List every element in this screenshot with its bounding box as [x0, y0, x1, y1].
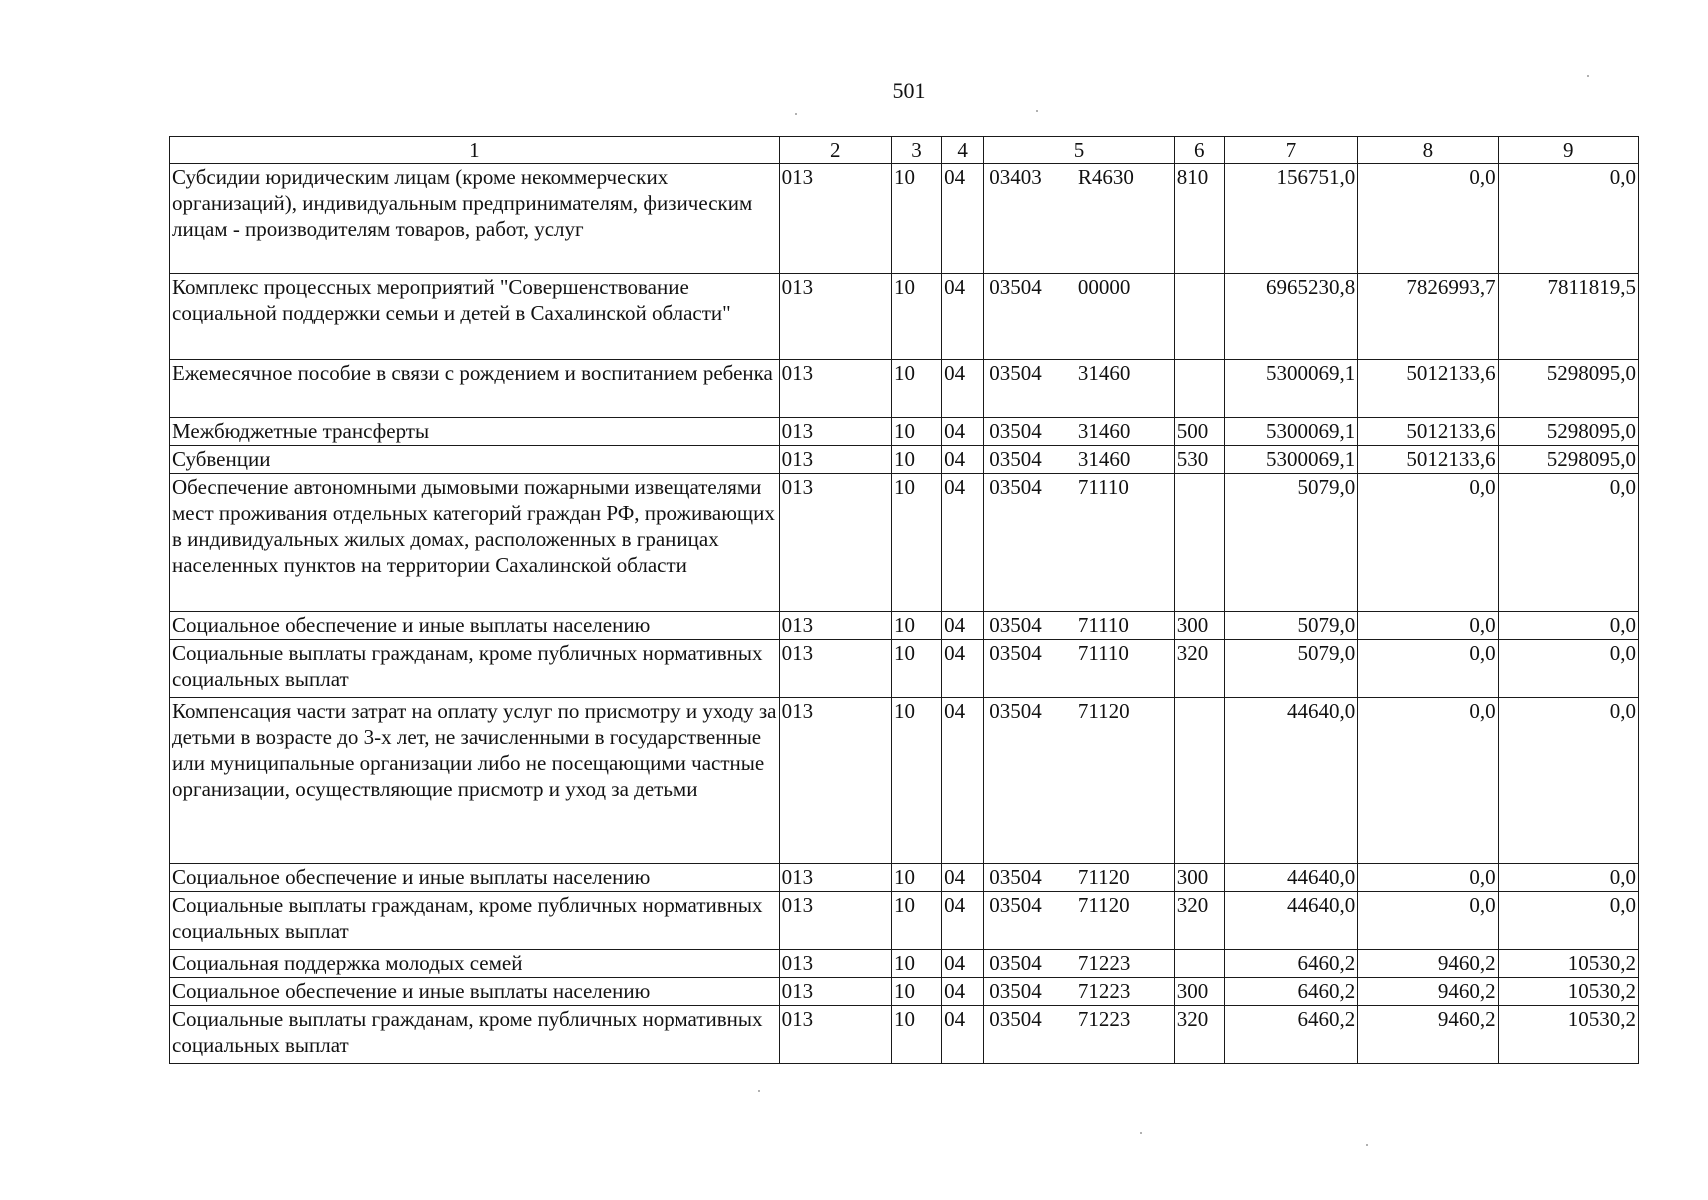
row-name: Субсидии юридическим лицам (кроме некоммерческих организаций), индивидуальным предпринимателям, физическим лицам - производителям товаров, работ, услуг — [170, 164, 780, 274]
code-admin: 013 — [779, 474, 891, 612]
scan-speck — [795, 113, 797, 115]
code-section: 10 — [891, 698, 941, 864]
amount-col7: 6460,2 — [1224, 1006, 1357, 1064]
code-subsection: 04 — [942, 1006, 984, 1064]
code-subsection: 04 — [942, 274, 984, 360]
code-target — [984, 698, 1175, 864]
row-name: Социальная поддержка молодых семей — [170, 950, 780, 978]
target-program-code: 03504 — [989, 361, 1042, 385]
amount-col7: 5079,0 — [1224, 474, 1357, 612]
table-row — [170, 418, 1639, 446]
code-subsection: 04 — [942, 164, 984, 274]
amount-col8: 0,0 — [1358, 612, 1498, 640]
code-expense-type: 500 — [1174, 418, 1224, 446]
page-number: 501 — [892, 78, 926, 103]
target-program-code: 03504 — [989, 475, 1042, 499]
amount-col7: 5300069,1 — [1224, 446, 1357, 474]
code-admin: 013 — [779, 978, 891, 1006]
amount-col8: 9460,2 — [1358, 978, 1498, 1006]
row-name: Ежемесячное пособие в связи с рождением и воспитанием ребенка — [170, 360, 780, 418]
amount-col7: 156751,0 — [1224, 164, 1357, 274]
table-row — [170, 164, 1639, 274]
amount-col7: 5079,0 — [1224, 612, 1357, 640]
code-target — [984, 360, 1175, 418]
amount-col9: 0,0 — [1498, 892, 1638, 950]
amount-col9: 0,0 — [1498, 864, 1638, 892]
code-expense-type: 300 — [1174, 864, 1224, 892]
target-direction-code: 71110 — [1077, 641, 1129, 665]
code-subsection: 04 — [942, 446, 984, 474]
amount-col9: 10530,2 — [1498, 1006, 1638, 1064]
target-program-code: 03504 — [989, 447, 1042, 471]
target-program-code: 03403 — [989, 165, 1042, 189]
table-row — [170, 698, 1639, 864]
amount-col8: 9460,2 — [1358, 950, 1498, 978]
code-expense-type: 300 — [1174, 612, 1224, 640]
code-section: 10 — [891, 274, 941, 360]
code-expense-type: 300 — [1174, 978, 1224, 1006]
code-section: 10 — [891, 612, 941, 640]
scan-speck — [1366, 1144, 1368, 1146]
code-subsection: 04 — [942, 698, 984, 864]
target-direction-code: 71120 — [1077, 699, 1130, 723]
code-admin: 013 — [779, 360, 891, 418]
code-section: 10 — [891, 950, 941, 978]
code-admin: 013 — [779, 418, 891, 446]
amount-col8: 0,0 — [1358, 640, 1498, 698]
code-subsection: 04 — [942, 864, 984, 892]
amount-col7: 6460,2 — [1224, 978, 1357, 1006]
amount-col8: 0,0 — [1358, 864, 1498, 892]
table-row — [170, 446, 1639, 474]
code-target — [984, 474, 1175, 612]
target-direction-code: 31460 — [1077, 361, 1131, 385]
code-admin: 013 — [779, 164, 891, 274]
target-direction-code: 71110 — [1077, 613, 1129, 637]
header-cell: 1 — [170, 137, 780, 164]
table-row — [170, 1006, 1639, 1064]
amount-col9: 5298095,0 — [1498, 360, 1638, 418]
row-name: Социальное обеспечение и иные выплаты населению — [170, 978, 780, 1006]
scan-speck — [1140, 1132, 1142, 1134]
code-target — [984, 612, 1175, 640]
target-program-code: 03504 — [989, 865, 1042, 889]
target-direction-code: R4630 — [1077, 165, 1134, 189]
header-row — [170, 137, 1639, 164]
code-expense-type — [1174, 950, 1224, 978]
code-section: 10 — [891, 418, 941, 446]
target-direction-code: 00000 — [1077, 275, 1131, 299]
row-name: Обеспечение автономными дымовыми пожарными извещателями мест проживания отдельных категорий граждан РФ, проживающих в индивидуальных жилых домах, расположенных в границах населенных пунктов на территории Сахалинской области — [170, 474, 780, 612]
table-row — [170, 474, 1639, 612]
amount-col9: 0,0 — [1498, 612, 1638, 640]
amount-col7: 44640,0 — [1224, 864, 1357, 892]
code-expense-type: 810 — [1174, 164, 1224, 274]
amount-col9: 10530,2 — [1498, 950, 1638, 978]
amount-col9: 5298095,0 — [1498, 418, 1638, 446]
target-program-code: 03504 — [989, 641, 1042, 665]
amount-col8: 5012133,6 — [1358, 418, 1498, 446]
code-expense-type — [1174, 474, 1224, 612]
amount-col7: 5300069,1 — [1224, 418, 1357, 446]
code-target — [984, 640, 1175, 698]
code-target — [984, 892, 1175, 950]
target-direction-code: 71120 — [1077, 865, 1130, 889]
header-cell: 9 — [1498, 137, 1638, 164]
code-expense-type: 320 — [1174, 1006, 1224, 1064]
row-name: Социальные выплаты гражданам, кроме публичных нормативных социальных выплат — [170, 640, 780, 698]
amount-col9: 5298095,0 — [1498, 446, 1638, 474]
row-name: Межбюджетные трансферты — [170, 418, 780, 446]
table-row — [170, 978, 1639, 1006]
amount-col8: 0,0 — [1358, 698, 1498, 864]
target-program-code: 03504 — [989, 699, 1042, 723]
target-program-code: 03504 — [989, 419, 1042, 443]
header-cell: 8 — [1358, 137, 1498, 164]
code-subsection: 04 — [942, 418, 984, 446]
code-section: 10 — [891, 978, 941, 1006]
target-direction-code: 71110 — [1077, 475, 1129, 499]
row-name: Социальные выплаты гражданам, кроме публичных нормативных социальных выплат — [170, 892, 780, 950]
row-name: Социальные выплаты гражданам, кроме публичных нормативных социальных выплат — [170, 1006, 780, 1064]
row-name: Социальное обеспечение и иные выплаты населению — [170, 612, 780, 640]
target-program-code: 03504 — [989, 613, 1042, 637]
target-direction-code: 71223 — [1077, 979, 1131, 1003]
code-subsection: 04 — [942, 978, 984, 1006]
target-direction-code: 71223 — [1077, 1007, 1131, 1031]
table-row — [170, 864, 1639, 892]
target-program-code: 03504 — [989, 1007, 1042, 1031]
code-section: 10 — [891, 1006, 941, 1064]
code-expense-type — [1174, 274, 1224, 360]
table-row — [170, 640, 1639, 698]
amount-col8: 7826993,7 — [1358, 274, 1498, 360]
code-section: 10 — [891, 864, 941, 892]
code-target — [984, 1006, 1175, 1064]
code-section: 10 — [891, 164, 941, 274]
code-admin: 013 — [779, 950, 891, 978]
code-expense-type — [1174, 698, 1224, 864]
header-cell: 3 — [891, 137, 941, 164]
target-program-code: 03504 — [989, 979, 1042, 1003]
code-target — [984, 418, 1175, 446]
code-target — [984, 978, 1175, 1006]
code-subsection: 04 — [942, 892, 984, 950]
code-section: 10 — [891, 360, 941, 418]
code-expense-type: 320 — [1174, 892, 1224, 950]
target-direction-code: 71120 — [1077, 893, 1130, 917]
amount-col9: 0,0 — [1498, 698, 1638, 864]
amount-col9: 0,0 — [1498, 640, 1638, 698]
code-section: 10 — [891, 474, 941, 612]
amount-col9: 0,0 — [1498, 164, 1638, 274]
target-direction-code: 31460 — [1077, 419, 1131, 443]
code-subsection: 04 — [942, 950, 984, 978]
target-direction-code: 31460 — [1077, 447, 1131, 471]
code-section: 10 — [891, 640, 941, 698]
code-subsection: 04 — [942, 360, 984, 418]
header-cell: 4 — [942, 137, 984, 164]
table-row — [170, 892, 1639, 950]
table-row — [170, 274, 1639, 360]
code-section: 10 — [891, 892, 941, 950]
code-admin: 013 — [779, 698, 891, 864]
code-expense-type — [1174, 360, 1224, 418]
row-name: Компенсация части затрат на оплату услуг по присмотру и уходу за детьми в возрасте до 3-х лет, не зачисленными в государственные или муниципальные организации либо не посещающими частные организации, осуществляющие присмотр и уход за детьми — [170, 698, 780, 864]
target-direction-code: 71223 — [1077, 951, 1131, 975]
scan-speck — [758, 1090, 760, 1092]
amount-col7: 5079,0 — [1224, 640, 1357, 698]
table-row — [170, 612, 1639, 640]
amount-col7: 6460,2 — [1224, 950, 1357, 978]
code-subsection: 04 — [942, 474, 984, 612]
amount-col7: 44640,0 — [1224, 698, 1357, 864]
table-row — [170, 950, 1639, 978]
target-program-code: 03504 — [989, 275, 1042, 299]
amount-col8: 9460,2 — [1358, 1006, 1498, 1064]
amount-col9: 0,0 — [1498, 474, 1638, 612]
code-admin: 013 — [779, 1006, 891, 1064]
amount-col8: 0,0 — [1358, 892, 1498, 950]
header-cell: 5 — [984, 137, 1175, 164]
code-expense-type: 530 — [1174, 446, 1224, 474]
code-admin: 013 — [779, 446, 891, 474]
scan-speck — [1036, 110, 1038, 112]
code-admin: 013 — [779, 612, 891, 640]
code-admin: 013 — [779, 864, 891, 892]
code-admin: 013 — [779, 640, 891, 698]
code-subsection: 04 — [942, 640, 984, 698]
code-target — [984, 164, 1175, 274]
amount-col9: 7811819,5 — [1498, 274, 1638, 360]
code-expense-type: 320 — [1174, 640, 1224, 698]
budget-table — [169, 136, 1639, 1064]
header-cell: 6 — [1174, 137, 1224, 164]
code-admin: 013 — [779, 274, 891, 360]
amount-col8: 5012133,6 — [1358, 446, 1498, 474]
target-program-code: 03504 — [989, 951, 1042, 975]
code-section: 10 — [891, 446, 941, 474]
target-program-code: 03504 — [989, 893, 1042, 917]
amount-col7: 6965230,8 — [1224, 274, 1357, 360]
amount-col7: 44640,0 — [1224, 892, 1357, 950]
code-target — [984, 274, 1175, 360]
code-target — [984, 446, 1175, 474]
row-name: Комплекс процессных мероприятий "Совершенствование социальной поддержки семьи и детей в Сахалинской области" — [170, 274, 780, 360]
amount-col7: 5300069,1 — [1224, 360, 1357, 418]
amount-col8: 0,0 — [1358, 164, 1498, 274]
row-name: Социальное обеспечение и иные выплаты населению — [170, 864, 780, 892]
code-admin: 013 — [779, 892, 891, 950]
scan-speck — [1587, 75, 1589, 77]
header-cell: 2 — [779, 137, 891, 164]
header-cell: 7 — [1224, 137, 1357, 164]
amount-col8: 5012133,6 — [1358, 360, 1498, 418]
amount-col8: 0,0 — [1358, 474, 1498, 612]
table-row — [170, 360, 1639, 418]
amount-col9: 10530,2 — [1498, 978, 1638, 1006]
code-subsection: 04 — [942, 612, 984, 640]
code-target — [984, 864, 1175, 892]
code-target — [984, 950, 1175, 978]
row-name: Субвенции — [170, 446, 780, 474]
